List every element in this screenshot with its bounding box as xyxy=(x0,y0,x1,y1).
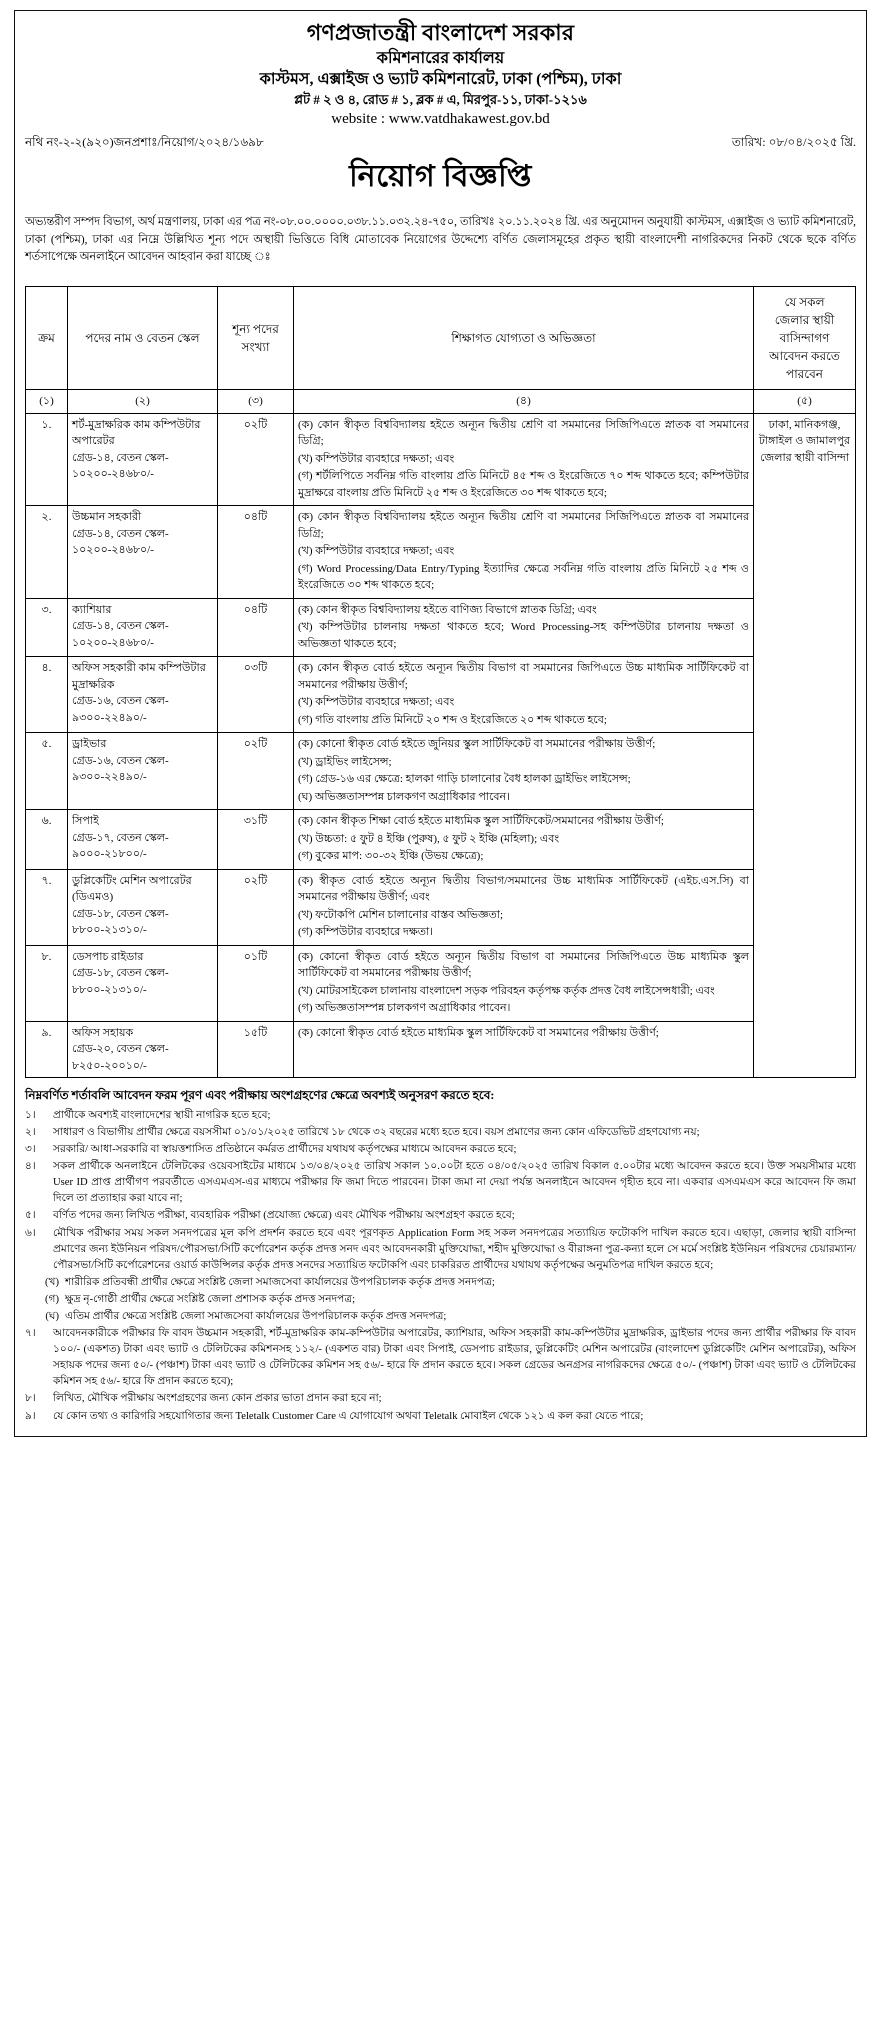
header-vacancies xyxy=(218,287,294,390)
condition-item xyxy=(25,1108,856,1124)
cell-vacancies: ০২টি xyxy=(218,733,294,810)
header-districts-line3: বাসিন্দাগণ xyxy=(779,331,830,346)
post-title: অফিস সহকারী কাম কম্পিউটার মুদ্রাক্ষরিক xyxy=(72,662,206,691)
header-districts-line5: পারবেন xyxy=(786,367,823,382)
cell-serial: ৩. xyxy=(26,598,68,657)
office-address: প্লট # ২ ও ৪, রোড # ১, ব্লক # এ, মিরপুর-১১, ঢাকা-১২১৬ xyxy=(294,92,587,108)
qualification-item: (ঘ) অভিজ্ঞতাসম্পন্ন চালকগণ অগ্রাধিকার পাবেন। xyxy=(298,790,511,803)
condition-item xyxy=(25,1309,856,1325)
qualification-item: (ক) কোন স্বীকৃত শিক্ষা বোর্ড হইতে মাধ্যমিক স্কুল সার্টিফিকেট/সমমানের পরীক্ষায় উত্তীর্ণ; xyxy=(298,815,664,828)
cell-vacancies: ০১টি xyxy=(218,945,294,1021)
memo-row xyxy=(14,133,867,156)
cell-vacancies: ৩১টি xyxy=(218,810,294,870)
condition-text: শারীরিক প্রতিবন্ধী প্রার্থীর ক্ষেত্রে সংশ্লিষ্ট জেলা সমাজসেবা কার্যালয়ের উপপরিচালক কর্তৃক প্রদত্ত সনদপত্র; xyxy=(65,1276,495,1288)
jobs-table xyxy=(25,286,856,1078)
post-grade: গ্রেড-১৬, বেতন স্কেল- xyxy=(72,754,169,767)
condition-marker: ৫। xyxy=(25,1210,36,1222)
notice-title-container xyxy=(14,156,867,201)
qualification-item: (গ) বুকের মাপ: ৩০-৩২ ইঞ্চি (উভয় ক্ষেত্রে); xyxy=(298,850,484,863)
condition-marker: (গ) xyxy=(45,1293,59,1305)
cell-serial: ৮. xyxy=(26,945,68,1021)
conditions-section xyxy=(14,1078,867,1437)
post-title: শর্ট-মুদ্রাক্ষরিক কাম কম্পিউটার অপারেটর xyxy=(72,418,201,448)
condition-marker: ১। xyxy=(25,1109,36,1121)
qualification-item: (খ) কম্পিউটার ব্যবহারে দক্ষতা; এবং xyxy=(298,452,455,465)
cell-qualifications xyxy=(294,657,754,733)
condition-text: সরকারি/ আধা-সরকারি বা স্বায়ত্তশাসিত প্রতিষ্ঠানে কর্মরত প্রার্থীদের যথাযথ কর্তৃপক্ষের মাধ্যমে আবেদন করতে হবে; xyxy=(53,1144,517,1156)
table-row xyxy=(26,733,856,810)
table-row xyxy=(26,598,856,657)
post-grade: গ্রেড-১৪, বেতন স্কেল- xyxy=(72,451,169,464)
header-vacancies-line2: সংখ্যা xyxy=(241,340,270,355)
cell-serial: ১. xyxy=(26,413,68,506)
qualification-item: (ক) কোনো স্বীকৃত বোর্ড হইতে অন্যূন দ্বিতীয় বিভাগ বা সমমানের সিজিপিএতে উচ্চ মাধ্যমিক স্কুল সার্টিফিকেট বা সমমানের পরীক্ষায় উত্তীর্ণ; xyxy=(298,950,749,980)
post-salary-scale: ৯৩০০-২২৪৯০/- xyxy=(72,771,147,784)
qualification-item: (খ) কম্পিউটার ব্যবহারে দক্ষতা; এবং xyxy=(298,545,455,558)
colnum-2: (২) xyxy=(68,390,218,414)
office-title: কমিশনারের কার্যালয় xyxy=(376,49,505,67)
cell-vacancies: ০২টি xyxy=(218,413,294,506)
intro-paragraph: অভ্যন্তরীণ সম্পদ বিভাগ, অর্থ মন্ত্রণালয়, ঢাকা এর পত্র নং-০৮.০০.০০০০.০৩৮.১১.০৩২.২৪-৭৫০, তারিখঃ ২০.১১.২০২৪ খ্রি. এর অনুমোদন অনুযায়ী কাস্টমস, এক্সাইজ ও ভ্যাট কমিশনারেট, ঢাকা (পশ্চিম), ঢাকা এর নিম্নে উল্লিখিত শূন্য পদে অস্থায়ী ভিত্তিতে বিধি মোতাবেক নিয়োগের উদ্দেশ্যে বর্ণিত জেলাসমূহের প্রকৃত স্থায়ী বাংলাদেশী নাগরিকদের নিকট থেকে ছকে বর্ণিত শর্তসাপেক্ষে অনলাইনে আবেদন আহবান করা যাচ্ছে ঃ xyxy=(25,216,856,264)
post-salary-scale: ১০২০০-২৪৬৮০/- xyxy=(72,468,154,481)
post-title: ডেসপাচ রাইডার xyxy=(72,950,144,963)
qualification-item: (খ) ড্রাইভিং লাইসেন্স; xyxy=(298,755,392,768)
table-header-row xyxy=(26,287,856,390)
cell-post-name xyxy=(68,598,218,657)
post-grade: গ্রেড-১৬, বেতন স্কেল- xyxy=(72,695,169,708)
qualification-item: (ক) কোন স্বীকৃত বিশ্ববিদ্যালয় হইতে অন্যূন দ্বিতীয় শ্রেণি বা সমমানের সিজিপিএতে স্নাতক বা সমমানের ডিগ্রি; xyxy=(298,511,749,540)
condition-item xyxy=(25,1125,856,1141)
table-row xyxy=(26,1021,856,1078)
post-grade: গ্রেড-১৪, বেতন স্কেল- xyxy=(72,620,169,633)
header-serial: ক্রম xyxy=(26,287,68,390)
cell-vacancies: ১৫টি xyxy=(218,1021,294,1078)
qualification-item: (খ) উচ্চতা: ৫ ফুট ৪ ইঞ্চি (পুরুষ), ৫ ফুট ২ ইঞ্চি (মহিলা); এবং xyxy=(298,832,560,845)
qualification-item: (খ) কম্পিউটার ব্যবহারে দক্ষতা; এবং xyxy=(298,696,455,709)
table-row xyxy=(26,413,856,506)
post-grade: গ্রেড-১৮, বেতন স্কেল- xyxy=(72,907,169,920)
table-row xyxy=(26,506,856,599)
post-grade: গ্রেড-১৮, বেতন স্কেল- xyxy=(72,967,169,980)
cell-serial: ৯. xyxy=(26,1021,68,1078)
qualification-item: (ক) কোন স্বীকৃত বোর্ড হইতে অন্যূন দ্বিতীয় বিভাগ বা সমমানের জিপিএতে উচ্চ মাধ্যমিক সার্টিফিকেট বা সমমানের পরীক্ষায় উত্তীর্ণ; xyxy=(298,662,749,691)
post-salary-scale: ৮২৫০-২০০১০/- xyxy=(72,1059,147,1072)
colnum-5: (৫) xyxy=(754,390,856,414)
cell-vacancies: ০৩টি xyxy=(218,657,294,733)
header-vacancies-line1: শূন্য পদের xyxy=(232,322,279,337)
qualification-item: (গ) শর্টলিপিতে সর্বনিম্ন গতি বাংলায় প্রতি মিনিটে ৪৫ শব্দ ও ইংরেজিতে ৭০ শব্দ থাকতে হবে; কম্পিউটার মুদ্রাক্ষরে বাংলায় প্রতি মিনিটে ২৫ শব্দ ও ইংরেজিতে ৩০ শব্দ থাকতে হবে; xyxy=(298,470,749,499)
condition-marker: ৩। xyxy=(25,1144,36,1156)
intro-container xyxy=(14,201,867,282)
condition-item xyxy=(25,1292,856,1308)
cell-vacancies: ০৪টি xyxy=(218,598,294,657)
colnum-3: (৩) xyxy=(218,390,294,414)
cell-qualifications xyxy=(294,1021,754,1078)
qualification-item: (গ) গতি বাংলায় প্রতি মিনিটে ২০ শব্দ ও ইংরেজিতে ২০ শব্দ থাকতে হবে; xyxy=(298,713,607,726)
condition-item xyxy=(25,1409,856,1425)
condition-text: সকল প্রার্থীকে অনলাইনে টেলিটকের ওয়েবসাইটের মাধ্যমে ১৩/০৪/২০২৫ তারিখ সকাল ১০.০০টা হতে ০৪/০৫/২০২৫ তারিখ বিকাল ৫.০০টার মধ্যে আবেদন করতে হবে। উক্ত সময়সীমার মধ্যে User ID প্রাপ্ত প্রার্থীগণ পরবর্তীতে এসএমএস-এর মাধ্যমে পরীক্ষার ফি জমা দিতে পারবেন। টাকা জমা না দেয়া পর্যন্ত অনলাইনে আবেদন গৃহীত হবে না। একবার এসএমএস করে আবেদন ফি জমা দিলে তা প্রত্যাহার করা যাবে না; xyxy=(53,1161,856,1205)
cell-post-name xyxy=(68,1021,218,1078)
post-title: ক্যাশিয়ার xyxy=(72,603,112,616)
post-title: সিপাই xyxy=(72,815,99,828)
condition-text: যে কোন তথ্য ও কারিগরি সহযোগিতার জন্য Teletalk Customer Care এ যোগাযোগ অথবা Teletalk মোবাইল থেকে ১২১ এ কল করা যেতে পারে; xyxy=(53,1410,644,1422)
colnum-4: (৪) xyxy=(294,390,754,414)
post-title: উচ্চমান সহকারী xyxy=(72,511,142,524)
post-salary-scale: ৮৮০০-২১৩১০/- xyxy=(72,924,147,937)
condition-marker: ৪। xyxy=(25,1161,36,1173)
cell-post-name xyxy=(68,810,218,870)
document-header xyxy=(14,10,867,133)
cell-qualifications xyxy=(294,506,754,599)
qualification-item: (ক) কোন স্বীকৃত বিশ্ববিদ্যালয় হইতে অন্যূন দ্বিতীয় শ্রেণি বা সমমানের সিজিপিএতে স্নাতক বা সমমানের ডিগ্রি; xyxy=(298,418,749,448)
cell-serial: ৪. xyxy=(26,657,68,733)
condition-item xyxy=(25,1391,856,1407)
post-salary-scale: ৯০০০-২১৮০০/- xyxy=(72,848,147,861)
header-districts-line4: আবেদন করতে xyxy=(769,349,840,364)
condition-item xyxy=(25,1208,856,1224)
header-post: পদের নাম ও বেতন স্কেল xyxy=(68,287,218,390)
cell-post-name xyxy=(68,413,218,506)
condition-marker: ৭। xyxy=(25,1328,36,1340)
condition-text: ক্ষুদ্র নৃ-গোষ্ঠী প্রার্থীর ক্ষেত্রে সংশ্লিষ্ট জেলা প্রশাসক কর্তৃক প্রদত্ত সনদপত্র; xyxy=(65,1293,356,1305)
table-row xyxy=(26,810,856,870)
cell-districts: ঢাকা, মানিকগঞ্জ, টাঙ্গাইল ও জামালপুর জেলার স্থায়ী বাসিন্দা xyxy=(754,413,856,1078)
post-salary-scale: ১০২০০-২৪৬৮০/- xyxy=(72,544,154,557)
condition-item xyxy=(25,1226,856,1274)
post-grade: গ্রেড-২০, বেতন স্কেল- xyxy=(72,1043,169,1056)
table-row xyxy=(26,945,856,1021)
header-districts-line1: যে সকল xyxy=(784,295,825,310)
post-salary-scale: ৯৩০০-২২৪৯০/- xyxy=(72,711,147,724)
cell-serial: ৫. xyxy=(26,733,68,810)
post-salary-scale: ১০২০০-২৪৬৮০/- xyxy=(72,636,154,649)
condition-text: লিখিত, মৌখিক পরীক্ষায় অংশগ্রহণের জন্য কোন প্রকার ভাতা প্রদান করা হবে না; xyxy=(53,1393,382,1405)
post-title: ডুপ্লিকেটিং মেশিন অপারেটর (ডিএমও) xyxy=(72,874,192,904)
jobs-table-head xyxy=(26,287,856,414)
cell-vacancies: ০৪টি xyxy=(218,506,294,599)
qualification-item: (গ) গ্রেড-১৬ এর ক্ষেত্রে: হালকা গাড়ি চালানোর বৈধ হালকা ড্রাইভিং লাইসেন্স; xyxy=(298,773,631,786)
office-website: website : www.vatdhakawest.gov.bd xyxy=(331,110,550,127)
condition-marker: ২। xyxy=(25,1126,36,1138)
post-grade: গ্রেড-১৭, বেতন স্কেল- xyxy=(72,831,169,844)
cell-post-name xyxy=(68,506,218,599)
memo-number: নথি নং-২-২(৯২০)জনপ্রশাঃ/নিয়োগ/২০২৪/১৬৯৮ xyxy=(25,135,264,150)
condition-item xyxy=(25,1275,856,1291)
condition-item xyxy=(25,1142,856,1158)
qualification-item: (গ) Word Processing/Data Entry/Typing ইত্যাদির ক্ষেত্রে সর্বনিম্ন গতি বাংলায় প্রতি মিনিটে ২৫ শব্দ ও ইংরেজিতে ৩০ শব্দ থাকতে হবে; xyxy=(298,562,749,592)
memo-date: তারিখ: ০৮/০৪/২০২৫ খ্রি. xyxy=(731,135,856,150)
qualification-item: (ক) কোন স্বীকৃত বিশ্ববিদ্যালয় হইতে বাণিজ্য বিভাগে স্নাতক ডিগ্রি; এবং xyxy=(298,603,597,616)
post-title: ড্রাইভার xyxy=(72,738,107,751)
condition-text: আবেদনকারীকে পরীক্ষার ফি বাবদ উচ্চমান সহকারী, শর্ট-মুদ্রাক্ষরিক কাম-কম্পিউটার অপারেটর, ক্যাশিয়ার, অফিস সহকারী কাম-কম্পিউটার মুদ্রাক্ষরিক, ড্রাইভার পদের জন্য প্রার্থীর পরীক্ষার ফি বাবদ ১০০/- (একশত) টাকা এবং ভ্যাট ও টেলিটকের কমিশনসহ ১১২/- (একশত বার) টাকা এবং সিপাই, ডেসপাচ রাইডার, ডুপ্লিকেটিং মেশিন অপারেটর (বাংলাদেশ ডুপ্লিকেটিং মেশিন অপারেটর), অফিস সহায়ক পদের জন্য ৫০/- (পঞ্চাশ) টাকা এবং ভ্যাট ও টেলিটকের কমিশন সহ ৫৬/- হারে ফি প্রদান করতে হবে। সকল গ্রেডের অনগ্রসর নাগরিকদের ক্ষেত্রে ৫০/- (পঞ্চাশ) টাকা এবং ভ্যাট ও টেলিটকের কমিশন সহ ৫৬/- হারে ফি প্রদান করতে হবে); xyxy=(53,1328,856,1388)
post-title: অফিস সহায়ক xyxy=(72,1026,134,1039)
conditions-list xyxy=(25,1108,856,1425)
condition-marker: ৮। xyxy=(25,1393,36,1405)
table-row xyxy=(26,657,856,733)
condition-item xyxy=(25,1159,856,1207)
cell-serial: ২. xyxy=(26,506,68,599)
cell-post-name xyxy=(68,945,218,1021)
cell-serial: ৭. xyxy=(26,869,68,945)
qualification-item: (গ) অভিজ্ঞতাসম্পন্ন চালকগণ অগ্রাধিকার পাবেন। xyxy=(298,1002,511,1015)
condition-text: বর্ণিত পদের জন্য লিখিত পরীক্ষা, ব্যবহারিক পরীক্ষা (প্রযোজ্য ক্ষেত্রে) এবং মৌখিক পরীক্ষায় অংশগ্রহণ করতে হবে; xyxy=(53,1210,515,1222)
cell-qualifications xyxy=(294,869,754,945)
commissionerate-title: কাস্টমস, এক্সাইজ ও ভ্যাট কমিশনারেট, ঢাকা (পশ্চিম), ঢাকা xyxy=(259,71,622,89)
condition-marker: (খ) xyxy=(44,1276,59,1288)
header-districts-line2: জেলার স্থায়ী xyxy=(774,313,835,328)
condition-text: সাধারণ ও বিভাগীয় প্রার্থীর ক্ষেত্রে বয়সসীমা ০১/০১/২০২৫ তারিখে ১৮ থেকে ৩২ বছরের মধ্যে হতে হবে। বয়স প্রমাণের জন্য কোন এফিডেভিট গ্রহণযোগ্য নয়; xyxy=(53,1126,700,1138)
colnum-1: (১) xyxy=(26,390,68,414)
post-salary-scale: ৮৮০০-২১৩১০/- xyxy=(72,983,147,996)
condition-marker: (ঘ) xyxy=(45,1311,59,1322)
column-number-row xyxy=(26,390,856,414)
condition-text: এতিম প্রার্থীর ক্ষেত্রে সংশ্লিষ্ট জেলা সমাজসেবা কার্যালয়ের উপপরিচালক কর্তৃক প্রদত্ত সনদপত্র; xyxy=(65,1311,447,1322)
cell-post-name xyxy=(68,657,218,733)
cell-qualifications xyxy=(294,733,754,810)
jobs-table-container xyxy=(14,282,867,1078)
cell-qualifications xyxy=(294,810,754,870)
cell-qualifications xyxy=(294,945,754,1021)
post-grade: গ্রেড-১৪, বেতন স্কেল- xyxy=(72,527,169,540)
cell-post-name xyxy=(68,869,218,945)
table-row xyxy=(26,869,856,945)
condition-text: মৌখিক পরীক্ষার সময় সকল সনদপত্রের মূল কপি প্রদর্শন করতে হবে এবং পূরণকৃত Application Form সহ সকল সনদপত্রের সত্যায়িত ফটোকপি দাখিল করতে হবে। এছাড়া, জেলার স্থায়ী বাসিন্দা প্রমাণের জন্য ইউনিয়ন পরিষদ/পৌরসভা/সিটি কর্পোরেশন কর্তৃক প্রদত্ত সনদ এবং আবেদনকারী মুক্তিযোদ্ধা, শহীদ মুক্তিযোদ্ধা ও বীরাঙ্গনা পুত্র-কন্যা হলে সে মর্মে সংশ্লিষ্ট ইউনিয়ন পরিষদের চেয়ারম্যান/পৌরসভা/সিটি কর্পোরেশনের ওয়ার্ড কাউন্সিলর কর্তৃক প্রদত্ত সনদের সত্যায়িত ফটোকপি এবং চাকরিরত প্রার্থীদের যথাযথ কর্তৃপক্ষের অনুমতিপত্র দাখিল করতে হবে; xyxy=(53,1227,856,1271)
conditions-heading: নিম্নবর্ণিত শর্তাবলি আবেদন ফরম পূরণ এবং পরীক্ষায় অংশগ্রহণের ক্ষেত্রে অবশ্যই অনুসরণ করতে হবে: xyxy=(25,1088,495,1103)
cell-serial: ৬. xyxy=(26,810,68,870)
header-districts xyxy=(754,287,856,390)
page-title: নিয়োগ বিজ্ঞপ্তি xyxy=(349,160,532,194)
qualification-item: (খ) মোটরসাইকেল চালানায় বাংলাদেশ সড়ক পরিবহন কর্তৃপক্ষ কর্তৃক প্রদত্ত বৈধ লাইসেন্সধারী; এবং xyxy=(298,984,715,997)
cell-post-name xyxy=(68,733,218,810)
header-qualification: শিক্ষাগত যোগ্যতা ও অভিজ্ঞতা xyxy=(294,287,754,390)
jobs-table-body xyxy=(26,413,856,1078)
cell-vacancies: ০২টি xyxy=(218,869,294,945)
condition-text: প্রার্থীকে অবশ্যই বাংলাদেশের স্থায়ী নাগরিক হতে হবে; xyxy=(53,1109,271,1121)
condition-marker: ৯। xyxy=(25,1410,36,1422)
qualification-item: (গ) কম্পিউটার ব্যবহারে দক্ষতা। xyxy=(298,926,434,939)
qualification-item: (ক) কোনো স্বীকৃত বোর্ড হইতে মাধ্যমিক স্কুল সার্টিফিকেট বা সমমানের পরীক্ষায় উত্তীর্ণ; xyxy=(298,1026,659,1039)
qualification-item: (ক) স্বীকৃত বোর্ড হইতে অন্যূন দ্বিতীয় বিভাগ/সমমানের উচ্চ মাধ্যমিক সার্টিফিকেট (এইচ.এস.সি) বা সমমানের পরীক্ষায় উত্তীর্ণ; এবং xyxy=(298,874,749,904)
condition-marker: ৬। xyxy=(25,1227,36,1239)
cell-qualifications xyxy=(294,598,754,657)
qualification-item: (খ) ফটোকপি মেশিন চালানোর বাস্তব অভিজ্ঞতা; xyxy=(298,908,504,921)
condition-item xyxy=(25,1326,856,1390)
government-title: গণপ্রজাতন্ত্রী বাংলাদেশ সরকার xyxy=(306,20,575,45)
qualification-item: (ক) কোনো স্বীকৃত বোর্ড হইতে জুনিয়র স্কুল সার্টিফিকেট বা সমমানের পরীক্ষায় উত্তীর্ণ; xyxy=(298,738,656,751)
cell-qualifications xyxy=(294,413,754,506)
qualification-item: (খ) কম্পিউটার চালনায় দক্ষতা থাকতে হবে; Word Processing-সহ কম্পিউটার চালনায় দক্ষতা ও অভিজ্ঞতা থাকতে হবে; xyxy=(298,621,749,650)
